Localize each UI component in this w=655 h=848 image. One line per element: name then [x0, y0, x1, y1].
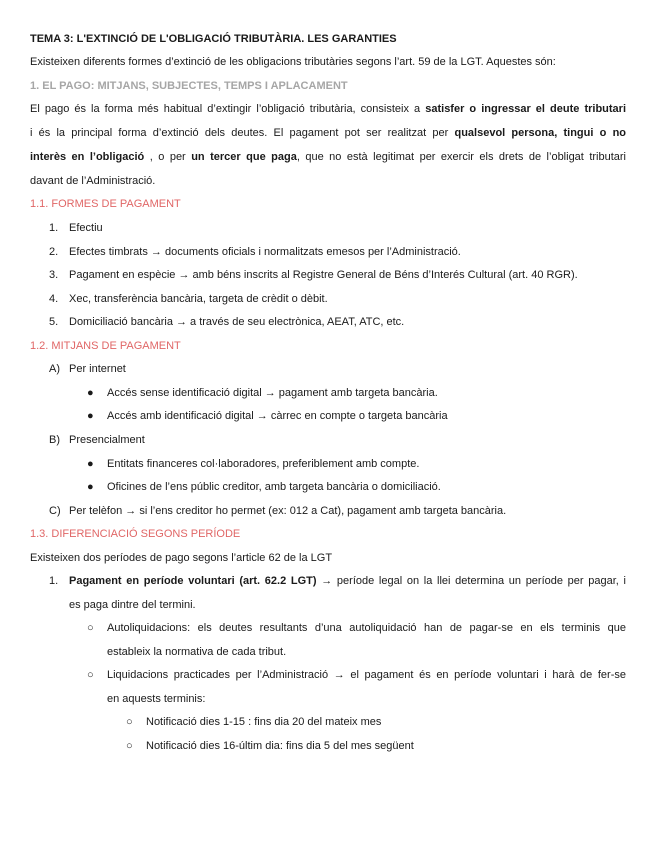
notification-deadline: Notificació dies 1-15 : fins dia 20 del mateix mes	[146, 716, 382, 728]
list-text: Efectiu	[69, 222, 103, 234]
section-1-paragraph-line-4: davant de l’Administració.	[30, 175, 156, 187]
autoliquidacions-line-2: estableix la normativa de cada tribut.	[107, 646, 287, 658]
bullet-icon: ●	[87, 410, 94, 422]
list-letter-a: A)	[49, 363, 60, 375]
list-text: Efectes timbrats → documents oficials i normalitzats emesos per l’Administració.	[69, 246, 461, 258]
section-1-heading: 1. EL PAGO: MITJANS, SUBJECTES, TEMPS I APLACAMENT	[30, 80, 348, 92]
section-1-3-heading: 1.3. DIFERENCIACIÓ SEGONS PERÍODE	[30, 528, 241, 540]
list-text: Pagament en espècie → amb béns inscrits al Registre General de Béns d’Interés Cultural (art. 40 RGR).	[69, 269, 578, 281]
list-text-internet: Per internet	[69, 363, 126, 375]
notification-deadline: Notificació dies 16-últim dia: fins dia 5 del mes següent	[146, 740, 414, 752]
hollow-bullet-icon: ○	[87, 669, 94, 681]
bullet-text: Oficines de l’ens públic creditor, amb targeta bancària o domiciliació.	[107, 481, 441, 493]
bullet-text: Accés sense identificació digital → pagament amb targeta bancària.	[107, 387, 438, 399]
autoliquidacions-line-1: Autoliquidacions: els deutes resultants d’una autoliquidació han de pagar-se en els terminis que	[107, 622, 626, 634]
section-1-3-intro: Existeixen dos períodes de pago segons l’article 62 de la LGT	[30, 552, 333, 564]
document-title: TEMA 3: L'EXTINCIÓ DE L'OBLIGACIÓ TRIBUTÀRIA. LES GARANTIES	[30, 33, 397, 45]
hollow-bullet-icon: ○	[126, 716, 133, 728]
list-number: 1.	[49, 222, 59, 234]
list-text-telefon: Per telèfon → si l’ens creditor ho permet (ex: 012 a Cat), pagament amb targeta bancària.	[69, 505, 507, 517]
list-number: 1.	[49, 575, 59, 587]
bullet-text: Accés amb identificació digital → càrrec en compte o targeta bancària	[107, 410, 448, 422]
liquidacions-line-1: Liquidacions practicades per l’Administració → el pagament és en període voluntari i harà de fer-se	[107, 669, 626, 681]
list-number: 2.	[49, 246, 59, 258]
list-letter-b: B)	[49, 434, 60, 446]
bullet-icon: ●	[87, 387, 94, 399]
voluntary-period-line-1: Pagament en període voluntari (art. 62.2 LGT) → període legal on la llei determina un període per pagar, i	[69, 575, 626, 587]
section-1-paragraph-line-2: i és la principal forma d’extinció dels deutes. El pagament pot ser realitzat per qualsevol persona, tingui o no	[30, 127, 627, 139]
list-text: Xec, transferència bancària, targeta de crèdit o dèbit.	[69, 293, 328, 305]
list-text: Domiciliació bancària → a través de seu electrònica, AEAT, ATC, etc.	[69, 316, 405, 328]
hollow-bullet-icon: ○	[126, 740, 133, 752]
hollow-bullet-icon: ○	[87, 622, 94, 634]
bullet-text: Entitats financeres col·laboradores, preferiblement amb compte.	[107, 458, 420, 470]
list-text-presencial: Presencialment	[69, 434, 145, 446]
liquidacions-line-2: en aquests terminis:	[107, 693, 206, 705]
section-1-paragraph-line-1: El pago és la forma més habitual d’extingir l’obligació tributària, consisteix a satisfer o ingressar el deute tributari	[30, 103, 626, 115]
list-letter-c: C)	[49, 505, 61, 517]
bullet-icon: ●	[87, 481, 94, 493]
section-1-paragraph-line-3: interès en l’obligació , o per un tercer que paga, que no està legitimat per exercir els drets de l’obligat tributari	[30, 151, 627, 163]
list-number: 5.	[49, 316, 59, 328]
bullet-icon: ●	[87, 458, 94, 470]
list-number: 3.	[49, 269, 59, 281]
voluntary-period-line-2: es paga dintre del termini.	[69, 599, 196, 611]
intro-paragraph: Existeixen diferents formes d’extinció de les obligacions tributàries segons l’art. 59 de la LGT. Aquestes són:	[30, 56, 556, 68]
section-1-2-heading: 1.2. MITJANS DE PAGAMENT	[30, 340, 181, 352]
section-1-1-heading: 1.1. FORMES DE PAGAMENT	[30, 198, 181, 210]
list-number: 4.	[49, 293, 59, 305]
